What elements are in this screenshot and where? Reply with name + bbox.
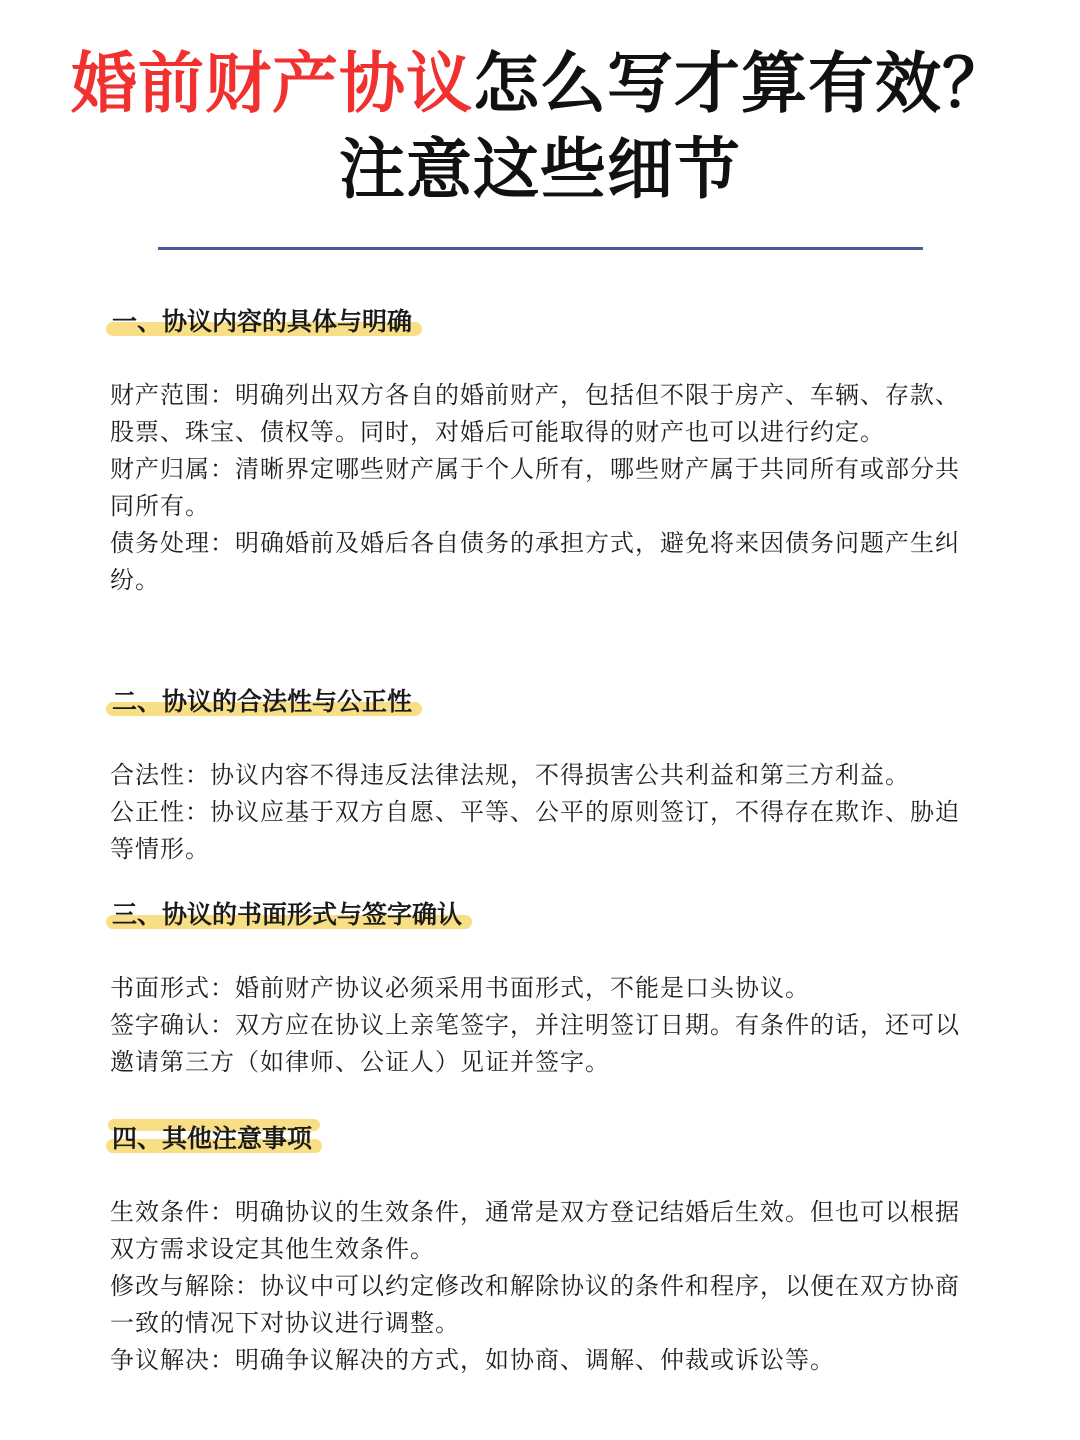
section-heading: 一、协议内容的具体与明确 [110,305,418,339]
paragraph-dispute-resolution: 争议解决：明确争议解决的方式，如协商、调解、仲裁或诉讼等。 [110,1346,835,1374]
title-rest-text: 怎么写才算有效？ [473,45,1009,122]
section-heading: 三、协议的书面形式与签字确认 [110,898,468,932]
paragraph-written-form: 书面形式：婚前财产协议必须采用书面形式，不能是口头协议。 [110,974,810,1002]
paragraph-property-scope: 财产范围：明确列出双方各自的婚前财产，包括但不限于房产、车辆、存款、股票、珠宝、债权等。同时，对婚后可能取得的财产也可以进行约定。 [110,381,960,446]
section-1 [110,305,980,599]
paragraph-fairness: 公正性：协议应基于双方自愿、平等、公平的原则签订，不得存在欺诈、胁迫等情形。 [110,798,960,863]
title-highlight-text: 婚前财产协议 [71,45,473,122]
paragraph-legality: 合法性：协议内容不得违反法律法规，不得损害公共利益和第三方利益。 [110,761,910,789]
paragraph-effective-conditions: 生效条件：明确协议的生效条件，通常是双方登记结婚后生效。但也可以根据双方需求设定其他生效条件。 [110,1198,960,1263]
paragraph-modification: 修改与解除：协议中可以约定修改和解除协议的条件和程序，以便在双方协商一致的情况下对协议进行调整。 [110,1272,960,1337]
section-2 [110,685,980,868]
title-subline-text: 注意这些细节 [339,131,741,208]
page-title-line1 [0,44,1080,124]
section-heading: 二、协议的合法性与公正性 [110,685,418,719]
paragraph-signature: 签字确认：双方应在协议上亲笔签字，并注明签订日期。有条件的话，还可以邀请第三方（如律师、公证人）见证并签字。 [110,1011,960,1076]
section-3 [110,898,980,1081]
paragraph-property-ownership: 财产归属：清晰界定哪些财产属于个人所有，哪些财产属于共同所有或部分共同所有。 [110,455,960,520]
section-4 [110,1122,980,1379]
page-title-line2 [0,130,1080,210]
title-divider [158,247,923,250]
section-heading: 四、其他注意事项 [110,1122,318,1156]
paragraph-debt-handling: 债务处理：明确婚前及婚后各自债务的承担方式，避免将来因债务问题产生纠纷。 [110,529,960,594]
